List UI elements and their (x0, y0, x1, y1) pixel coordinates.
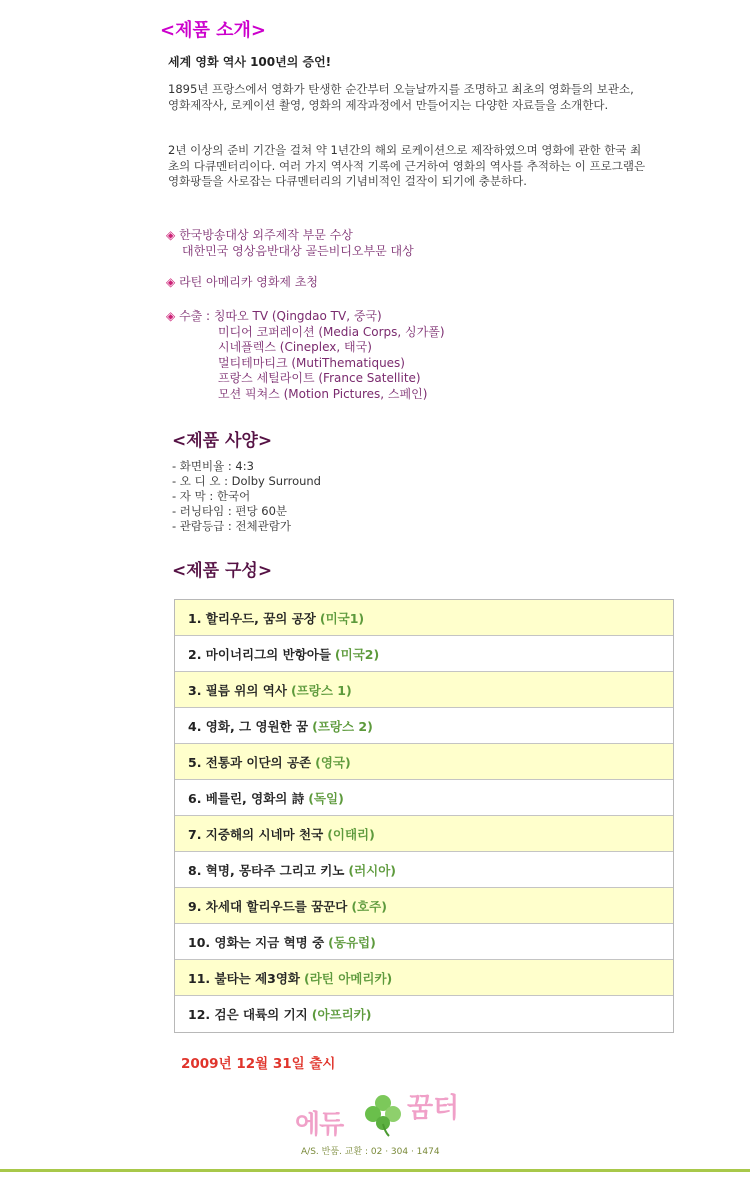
episode-row (175, 996, 673, 1032)
spec-item: - 러닝타임 : 편당 60분 (172, 504, 288, 518)
episode-row (175, 600, 673, 636)
spec-item: - 오 디 오 : Dolby Surround (172, 474, 321, 488)
episode-title: 11. 불타는 제3영화 (188, 970, 300, 986)
bottom-divider (0, 1169, 750, 1172)
spec-item: - 관람등급 : 전체관람가 (172, 519, 291, 533)
as-contact: A/S. 반품. 교환 : 02 · 304 · 1474 (301, 1147, 440, 1157)
export-block (166, 309, 445, 402)
intro-paragraph-1: 1895년 프랑스에서 영화가 탄생한 순간부터 오늘날까지를 조명하고 최초의 영화들의 보관소, 영화제작사, 로케이션 촬영, 영화의 제작과정에서 만들어지는 다양한 자료들을 소개한다. (168, 82, 634, 112)
episode-title: 4. 영화, 그 영원한 꿈 (188, 718, 309, 734)
intro-section-title: <제품 소개> (160, 20, 266, 41)
episode-title: 1. 할리우드, 꿈의 공장 (188, 610, 316, 626)
episode-country: (아프리카) (311, 1007, 372, 1022)
episode-title: 5. 전통과 이단의 공존 (188, 754, 312, 770)
diamond-bullet-icon: ◈ (166, 309, 176, 323)
episode-table (174, 599, 674, 1033)
episode-country: (이태리) (327, 826, 375, 842)
episode-country: (프랑스 1) (290, 682, 352, 698)
episode-row (175, 816, 673, 852)
spec-item: - 자 막 : 한국어 (172, 489, 251, 503)
episode-row (175, 636, 673, 672)
diamond-bullet-icon: ◈ (166, 228, 176, 242)
export-line: 멀티테마티크 (MutiThematiques) (218, 355, 405, 370)
award-line: 대한민국 영상음반대상 골든비디오부문 대상 (182, 243, 414, 258)
edu-kkumteo-logo (295, 1082, 465, 1158)
episode-title: 8. 혁명, 몽타주 그리고 키노 (188, 862, 345, 878)
episode-country: (영국) (315, 754, 351, 770)
episode-country: (미국1) (319, 610, 365, 626)
episode-row (175, 924, 673, 960)
composition-section-title: <제품 구성> (172, 561, 273, 581)
episode-row (175, 744, 673, 780)
episode-row (175, 672, 673, 708)
export-line: 시네플렉스 (Cineplex, 태국) (218, 340, 372, 354)
episode-title: 3. 필름 위의 역사 (188, 682, 287, 698)
episode-country: (호주) (351, 898, 387, 914)
award-line: 한국방송대상 외주제작 부문 수상 (179, 228, 353, 242)
award-block-latin (166, 275, 318, 291)
episode-title: 7. 지중해의 시네마 천국 (188, 826, 324, 842)
clover-icon (359, 1090, 407, 1138)
episode-title: 9. 차세대 할리우드를 꿈꾼다 (188, 898, 348, 914)
episode-title: 6. 베를린, 영화의 詩 (188, 790, 305, 806)
diamond-bullet-icon: ◈ (166, 275, 176, 289)
episode-country: (라틴 아메리카) (304, 970, 393, 986)
episode-title: 12. 검은 대륙의 기지 (188, 1007, 308, 1022)
episode-country: (독일) (308, 790, 344, 806)
episode-row (175, 888, 673, 924)
spec-list (172, 459, 321, 534)
episode-country: (미국2) (334, 646, 380, 662)
episode-title: 10. 영화는 지금 혁명 중 (188, 934, 325, 950)
episode-country: (러시아) (348, 862, 397, 878)
export-line: 미디어 코퍼레이션 (Media Corps, 싱가폴) (218, 324, 445, 339)
spec-section-title: <제품 사양> (172, 431, 273, 451)
export-line: 모션 픽쳐스 (Motion Pictures, 스페인) (218, 386, 428, 401)
export-label: 수출 : 칭따오 TV (Qingdao TV, 중국) (179, 309, 382, 323)
episode-row (175, 780, 673, 816)
episode-row (175, 852, 673, 888)
episode-country: (동유럽) (328, 934, 376, 950)
intro-paragraph-2: 2년 이상의 준비 기간을 걸쳐 약 1년간의 해외 로케이션으로 제작하였으며 영화에 관한 한국 최초의 다큐멘터리이다. 여러 가지 역사적 기록에 근거하여 영화의 역사를 추적하는 이 프로그램은 영화팡들을 사로잡는 다큐멘터리의 기념비적인 걸작이 되기에 충분하다. (168, 143, 646, 188)
export-line: 프랑스 세틸라이트 (France Satellite) (218, 371, 421, 385)
episode-row (175, 960, 673, 996)
episode-row (175, 708, 673, 744)
logo-text-right: 꿈터 (407, 1093, 460, 1124)
release-date: 2009년 12월 31일 출시 (181, 1056, 336, 1072)
logo-text-left: 에듀 (295, 1110, 344, 1140)
episode-country: (프랑스 2) (312, 718, 373, 734)
award-line: 라틴 아메리카 영화제 초청 (179, 275, 319, 289)
award-block-broadcast (166, 228, 414, 259)
intro-headline: 세계 영화 역사 100년의 증언! (168, 55, 332, 69)
spec-item: - 화면비율 : 4:3 (172, 459, 254, 473)
episode-title: 2. 마이너리그의 반항아들 (188, 646, 331, 662)
